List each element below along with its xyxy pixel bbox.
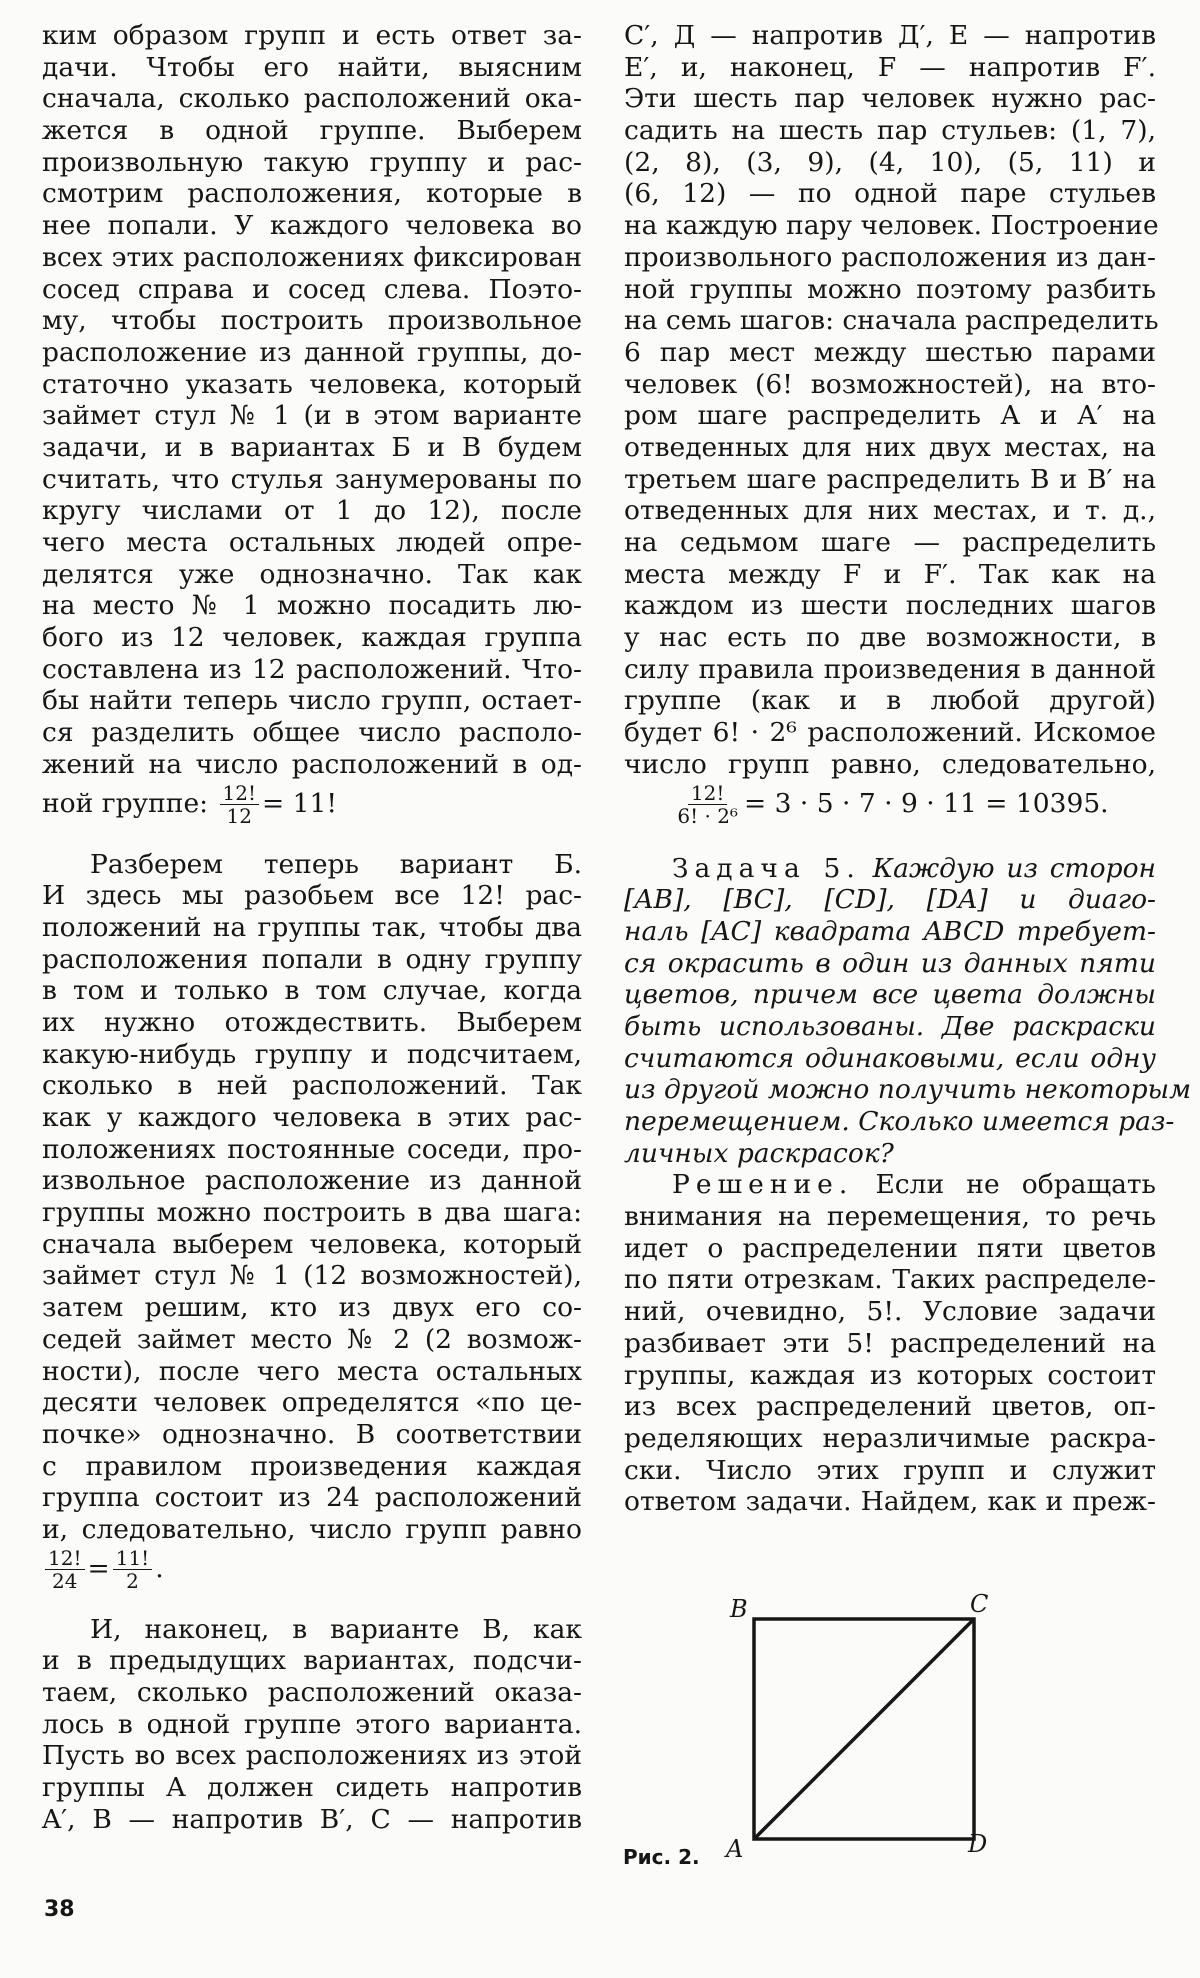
task-label: Задача 5.	[672, 852, 861, 884]
text-line: у нас есть по две возможности, в	[624, 622, 1156, 654]
formula-fraction: $\frac{12!}{\text{6! · 2⁶}}$	[677, 781, 738, 828]
text-line: отведенных для них двух местах, на	[624, 431, 1156, 463]
task-line: быть использованы. Две раскраски	[624, 1010, 1156, 1042]
text-line: C′, Д — напротив Д′, E — напротив	[624, 20, 1156, 51]
text-line: число групп равно, следовательно,	[624, 748, 1156, 780]
text-line: внимания на перемещения, то речь	[624, 1201, 1156, 1233]
paragraph-4	[624, 20, 1159, 781]
text-line: силу правила произведения в данной	[624, 653, 1156, 685]
text-line: ром шаге распределить A и A′ на	[624, 400, 1156, 432]
text-line: на каждую пару человек. Построение	[624, 210, 1159, 242]
fraction-12-over-12: $\frac{12!}{12}$	[220, 782, 260, 827]
task-line: ся окрасить в один из данных пяти	[624, 947, 1156, 979]
text-line: му, чтобы построить произвольное	[42, 305, 582, 337]
text-line: седей займет место № 2 (2 возмож-	[42, 1323, 582, 1355]
text-line: места между F и F′. Так как на	[624, 558, 1156, 590]
figure-square-abcd	[720, 1585, 1040, 1865]
text-line: идет о распределении пяти цветов	[624, 1232, 1156, 1264]
text-line: жений на число расположений в од-	[42, 748, 582, 780]
text-line: на семь шагов: сначала распределить	[624, 305, 1159, 337]
text-line: как у каждого человека в этих рас-	[42, 1102, 582, 1133]
text-line: займет стул № 1 (12 возможностей),	[42, 1260, 582, 1292]
solution-label: Решение.	[672, 1169, 854, 1201]
text-line: сначала, сколько расположений ока-	[42, 83, 582, 115]
text-line: чего места остальных людей опре-	[42, 527, 582, 558]
text-line: делятся уже однозначно. Так как	[42, 558, 582, 590]
text-line: ответом задачи. Найдем, как и преж-	[624, 1486, 1156, 1518]
text-line: положений на группы так, чтобы два	[42, 911, 582, 943]
left-column	[42, 20, 582, 1835]
text-line: человек (6! возможностей), на вто-	[624, 368, 1156, 400]
text-line: десяти человек определятся «по це-	[42, 1387, 582, 1419]
page-number: 38	[44, 1897, 75, 1922]
text-line: ся разделить общее число располо-	[42, 717, 582, 749]
text-line: ности), после чего места остальных	[42, 1355, 582, 1387]
text-line: ной группы можно поэтому разбить	[624, 273, 1156, 305]
text-line: 6 пар мест между шестью парами	[624, 336, 1156, 368]
text-line: смотрим расположения, которые в	[42, 178, 582, 210]
task-line: личных раскрасок?	[624, 1137, 894, 1169]
task-line: перемещением. Сколько имеется раз-	[624, 1106, 1175, 1137]
text-line: ски. Число этих групп и служит	[624, 1454, 1156, 1486]
text-line: и, следовательно, число групп равно	[42, 1513, 582, 1545]
text-line: задачи, и в вариантах Б и В будем	[42, 431, 582, 463]
task-line: [AB], [BC], [CD], [DA] и диаго-	[624, 884, 1156, 916]
text-line: займет стул № 1 (и в этом варианте	[42, 400, 582, 432]
text-line: считать, что стулья занумерованы по	[42, 463, 582, 495]
text-line: группы A должен сидеть напротив	[42, 1772, 582, 1804]
text-line: таем, сколько расположений оказа-	[42, 1677, 582, 1708]
text-line: расположение из данной группы, до-	[42, 336, 582, 368]
text-line: Эти шесть пар человек нужно рас-	[624, 83, 1156, 115]
text-line: группы можно построить в два шага:	[42, 1197, 582, 1229]
text-line: по пяти отрезкам. Таких распределе-	[624, 1264, 1156, 1296]
paragraph-1	[42, 20, 582, 781]
text-line: (6, 12) — по одной паре стульев	[624, 178, 1156, 210]
text-line: разбивает эти 5! распределений на	[624, 1327, 1156, 1359]
task-line: наль [AC] квадрата ABCD требует-	[624, 915, 1156, 947]
text-line: сначала выберем человека, который	[42, 1228, 582, 1260]
text-line: составлена из 12 расположений. Что-	[42, 653, 582, 685]
task-5: Задача 5. Каждую из сторон [AB], [BC], [CD], [DA] и диаго- наль [AC] квадрата ABCD требует- ся окрасить в один из данных пяти цветов, причем все цвета должны быть использованы. Две раскраски считаются одинаковыми, если одну из другой можно получить некоторым перемещением. Сколько имеется раз- личных раскрасок?	[624, 852, 1192, 1169]
vertex-label-d: D	[968, 1830, 988, 1858]
text-line: в том и только в том случае, когда	[42, 975, 582, 1007]
diagonal-ac	[754, 1619, 974, 1839]
task-line: цветов, причем все цвета должны	[624, 979, 1156, 1011]
text-line: на седьмом шаге — распределить	[624, 527, 1156, 558]
text-line: статочно указать человека, который	[42, 368, 582, 400]
text-line: с правилом произведения каждая	[42, 1450, 582, 1482]
text-line: сосед справа и сосед слева. Поэто-	[42, 273, 582, 305]
text-line: произвольную такую группу и рас-	[42, 146, 582, 178]
vertex-label-a: A	[726, 1835, 744, 1863]
text-line: лось в одной группе этого варианта.	[42, 1708, 582, 1740]
text-line: И здесь мы разобьем все 12! рас-	[42, 880, 582, 912]
fraction-12-over-24: $\frac{12!}{24}$	[45, 1547, 85, 1592]
text-line: положениях постоянные соседи, про-	[42, 1133, 582, 1165]
text-line: A′, B — напротив B′, C — напротив	[42, 1803, 582, 1835]
vertex-label-c: C	[970, 1590, 989, 1618]
text-line: группа состоит из 24 расположений	[42, 1482, 582, 1514]
text-line: ний, очевидно, 5!. Условие задачи	[624, 1296, 1156, 1328]
right-column	[624, 20, 1192, 1518]
text-line: ределяющих неразличимые раскра-	[624, 1422, 1156, 1454]
task-line: считаются одинаковыми, если одну	[624, 1042, 1156, 1074]
solution: Решение. Если не обращать внимания на перемещения, то речь идет о распределении пяти цветов по пяти отрезкам. Таких распределе- ний, очевидно, 5!. Условие задачи разбивает эти 5! распределений на группы, каждая из которых состоит из всех распределений цветов, оп- ределяющих неразличимые раскра- ски. Число этих групп и служит ответом задачи. Найдем, как и преж-	[624, 1169, 1156, 1518]
text-line: дачи. Чтобы его найти, выясним	[42, 51, 582, 83]
text-line: сколько в ней расположений. Так	[42, 1070, 582, 1102]
text-line: извольное расположение из данной	[42, 1165, 582, 1197]
text-line: будет 6! · 2⁶ расположений. Искомое	[624, 717, 1156, 749]
fraction-line-2: $\frac{12!}{24}$ = $\frac{11!}{2}$ .	[42, 1546, 582, 1592]
text-line: Пусть во всех расположениях из этой	[42, 1740, 582, 1772]
text-line: всех этих расположениях фиксирован	[42, 241, 582, 273]
text-line: Разберем теперь вариант Б.	[90, 848, 582, 880]
text-line: садить на шесть пар стульев: (1, 7),	[624, 115, 1156, 147]
text-line: их нужно отождествить. Выберем	[42, 1006, 582, 1038]
square-diagram	[720, 1585, 1040, 1865]
text-line: нее попали. У каждого человека во	[42, 210, 582, 242]
text-line: почке» однозначно. В соответствии	[42, 1418, 582, 1450]
text-line: бого из 12 человек, каждая группа	[42, 622, 582, 654]
text-line: жется в одной группе. Выберем	[42, 115, 582, 147]
paragraph-2	[42, 849, 582, 1546]
fraction-11-over-2: $\frac{11!}{2}$	[113, 1547, 153, 1592]
formula-line: $\frac{12!}{\text{6! · 2⁶}}$ = 3 · 5 · 7 · 9 · 11 = 10395.	[624, 781, 1156, 827]
text-line: E′, и, наконец, F — напротив F′.	[624, 51, 1156, 83]
paragraph-3	[42, 1614, 582, 1836]
text-line: группы, каждая из которых состоит	[624, 1359, 1156, 1391]
text-line: каждом из шести последних шагов	[624, 590, 1156, 622]
text-line: группе (как и в любой другой)	[624, 685, 1156, 717]
text-line: бы найти теперь число групп, остает-	[42, 685, 582, 717]
text-line: третьем шаге распределить B и B′ на	[624, 463, 1156, 495]
text-line: ким образом групп и есть ответ за-	[42, 20, 582, 51]
text-line: расположения попали в одну группу	[42, 943, 582, 975]
text-line: и в предыдущих вариантах, подсчи-	[42, 1645, 582, 1677]
text-line: из всех распределений цветов, оп-	[624, 1391, 1156, 1423]
text-line: И, наконец, в варианте В, как	[90, 1613, 582, 1645]
text-line: произвольного расположения из дан-	[624, 241, 1156, 273]
vertex-label-b: B	[730, 1595, 748, 1623]
text-line: какую-нибудь группу и подсчитаем,	[42, 1038, 582, 1070]
task-line: из другой можно получить некоторым	[624, 1074, 1192, 1106]
text-line: отведенных для них местах, и т. д.,	[624, 495, 1156, 527]
fraction-line-1: ной группе: $\frac{12!}{12}$ = 11!	[42, 781, 338, 828]
text-line: затем решим, кто из двух его со-	[42, 1292, 582, 1324]
text-line: кругу числами от 1 до 12), после	[42, 495, 582, 527]
text-line: на место № 1 можно посадить лю-	[42, 590, 582, 622]
figure-caption: Рис. 2.	[623, 1845, 700, 1869]
text-line: (2, 8), (3, 9), (4, 10), (5, 11) и	[624, 146, 1156, 178]
